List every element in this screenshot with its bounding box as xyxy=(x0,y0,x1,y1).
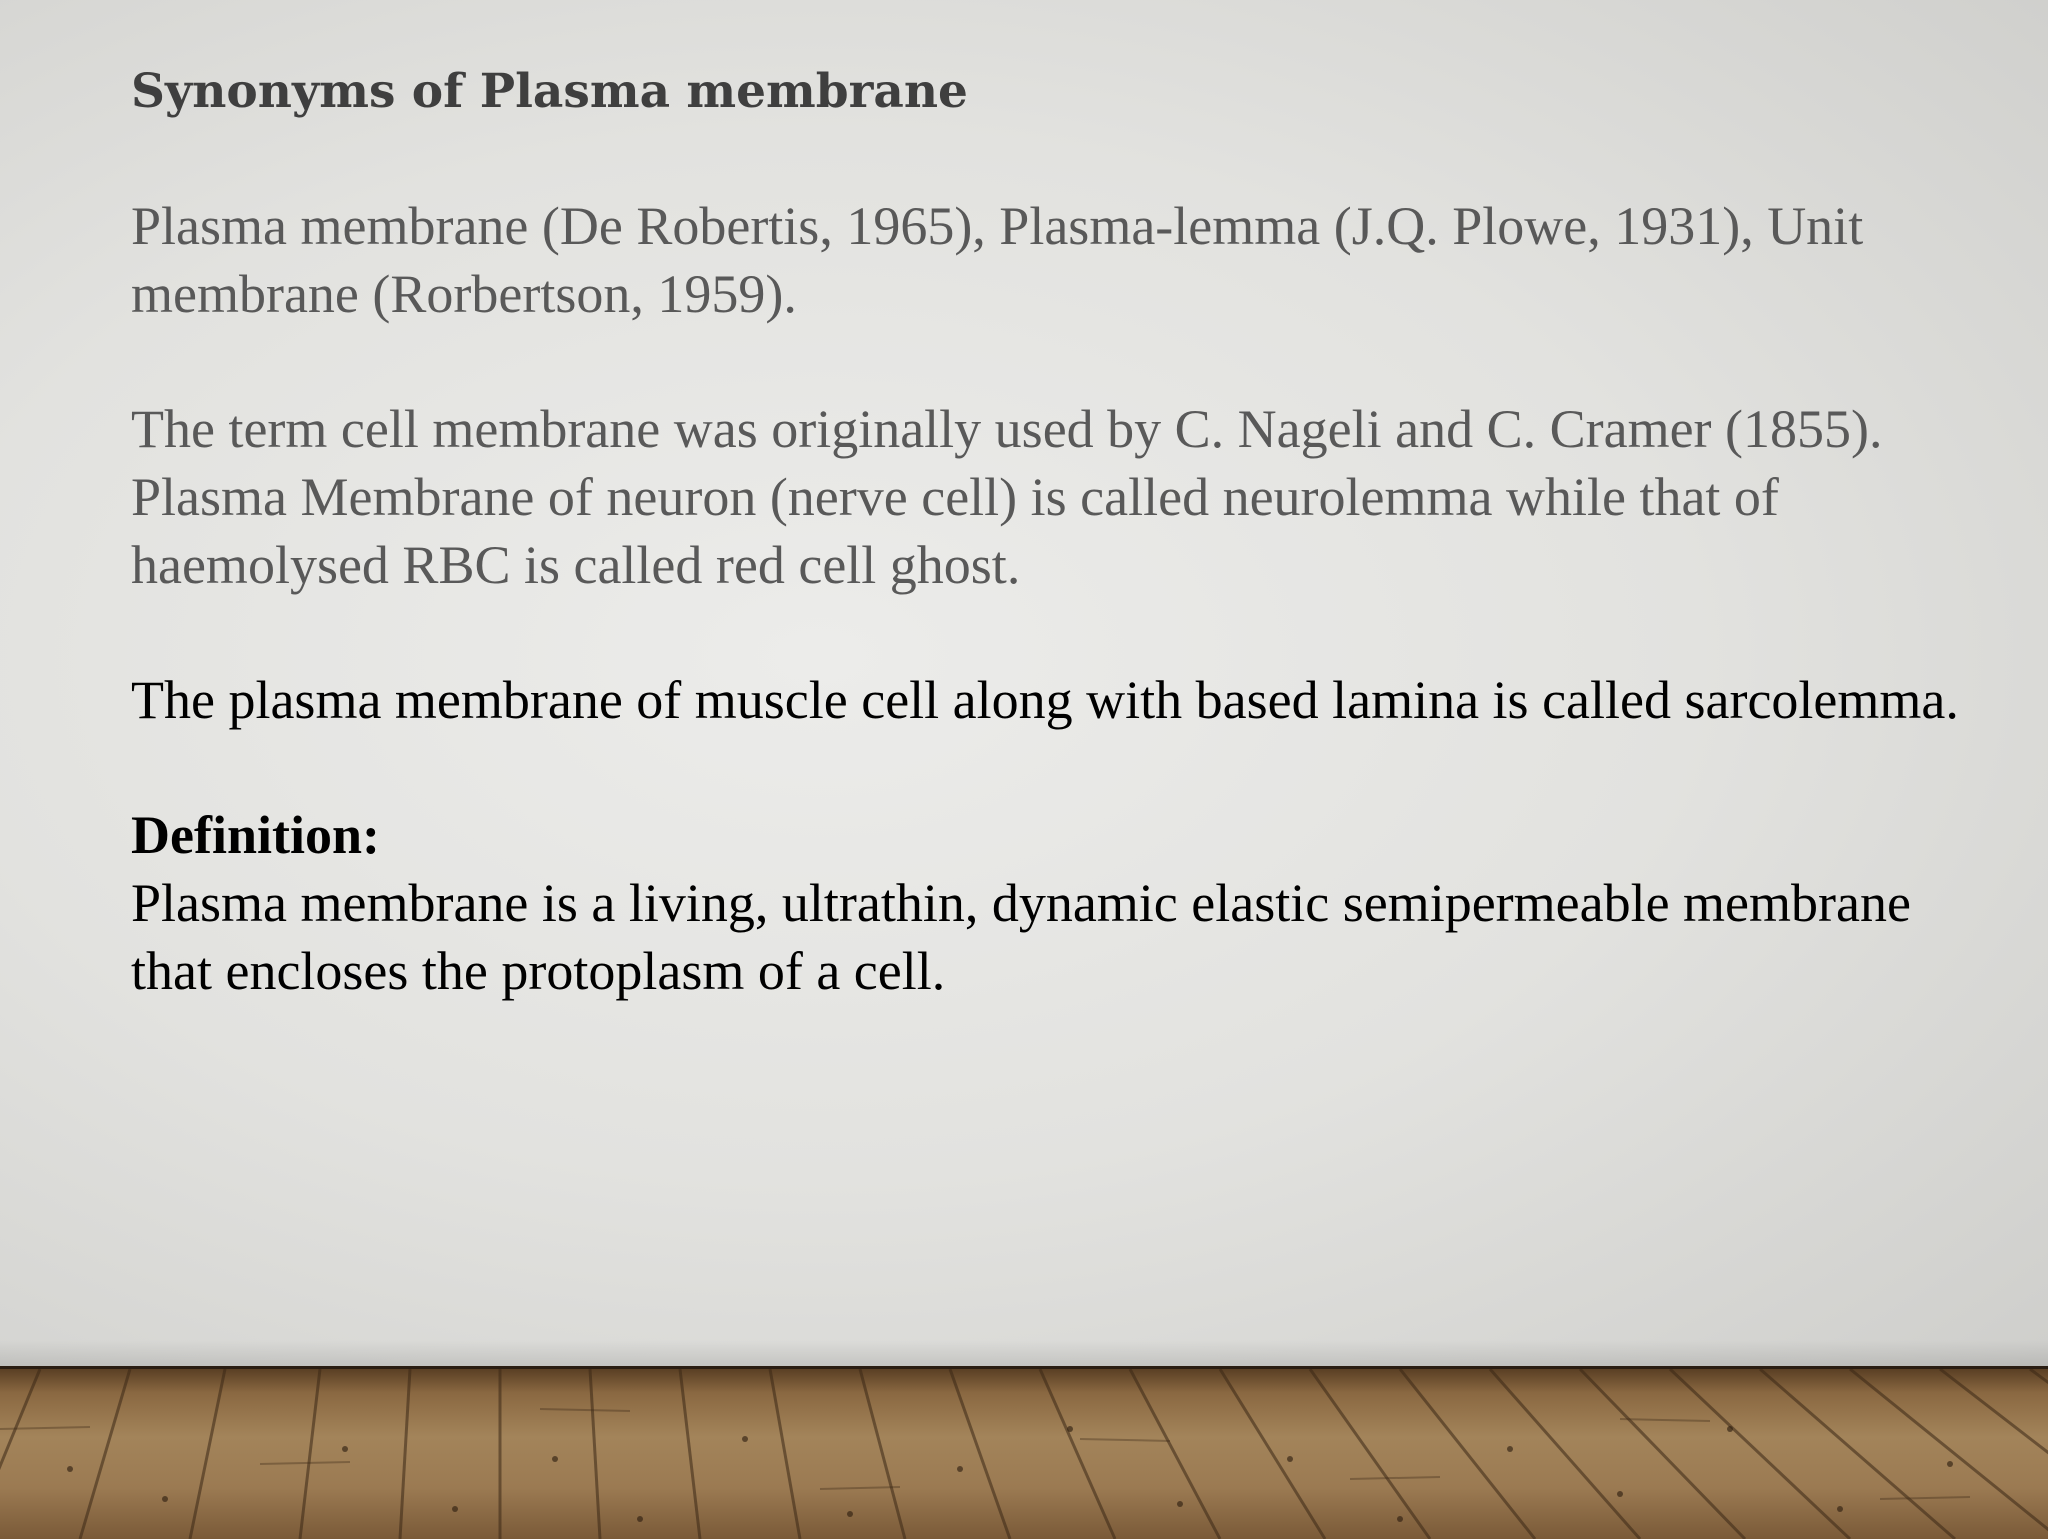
history-paragraph: The term cell membrane was originally used by C. Nageli and C. Cramer (1855). Plasma Membrane of neuron (nerve cell) is called neurolemma while that of haemolysed RBC is called red cell ghost. xyxy=(131,399,1883,595)
definition-heading: Definition: xyxy=(131,805,380,865)
wall-shadow xyxy=(0,1340,2048,1366)
wooden-floor xyxy=(0,1366,2048,1539)
wood-planks-graphic xyxy=(0,1369,2048,1539)
sarcolemma-paragraph: The plasma membrane of muscle cell along with based lamina is called sarcolemma. xyxy=(131,670,1959,730)
slide-title: Synonyms of Plasma membrane xyxy=(131,64,968,119)
definition-text: Plasma membrane is a living, ultrathin, dynamic elastic semipermeable membrane that encloses the protoplasm of a cell. xyxy=(131,873,1911,1001)
synonyms-paragraph: Plasma membrane (De Robertis, 1965), Plasma-lemma (J.Q. Plowe, 1931), Unit membrane (Rorbertson, 1959). xyxy=(131,196,1864,324)
slide-content xyxy=(131,58,1961,1005)
